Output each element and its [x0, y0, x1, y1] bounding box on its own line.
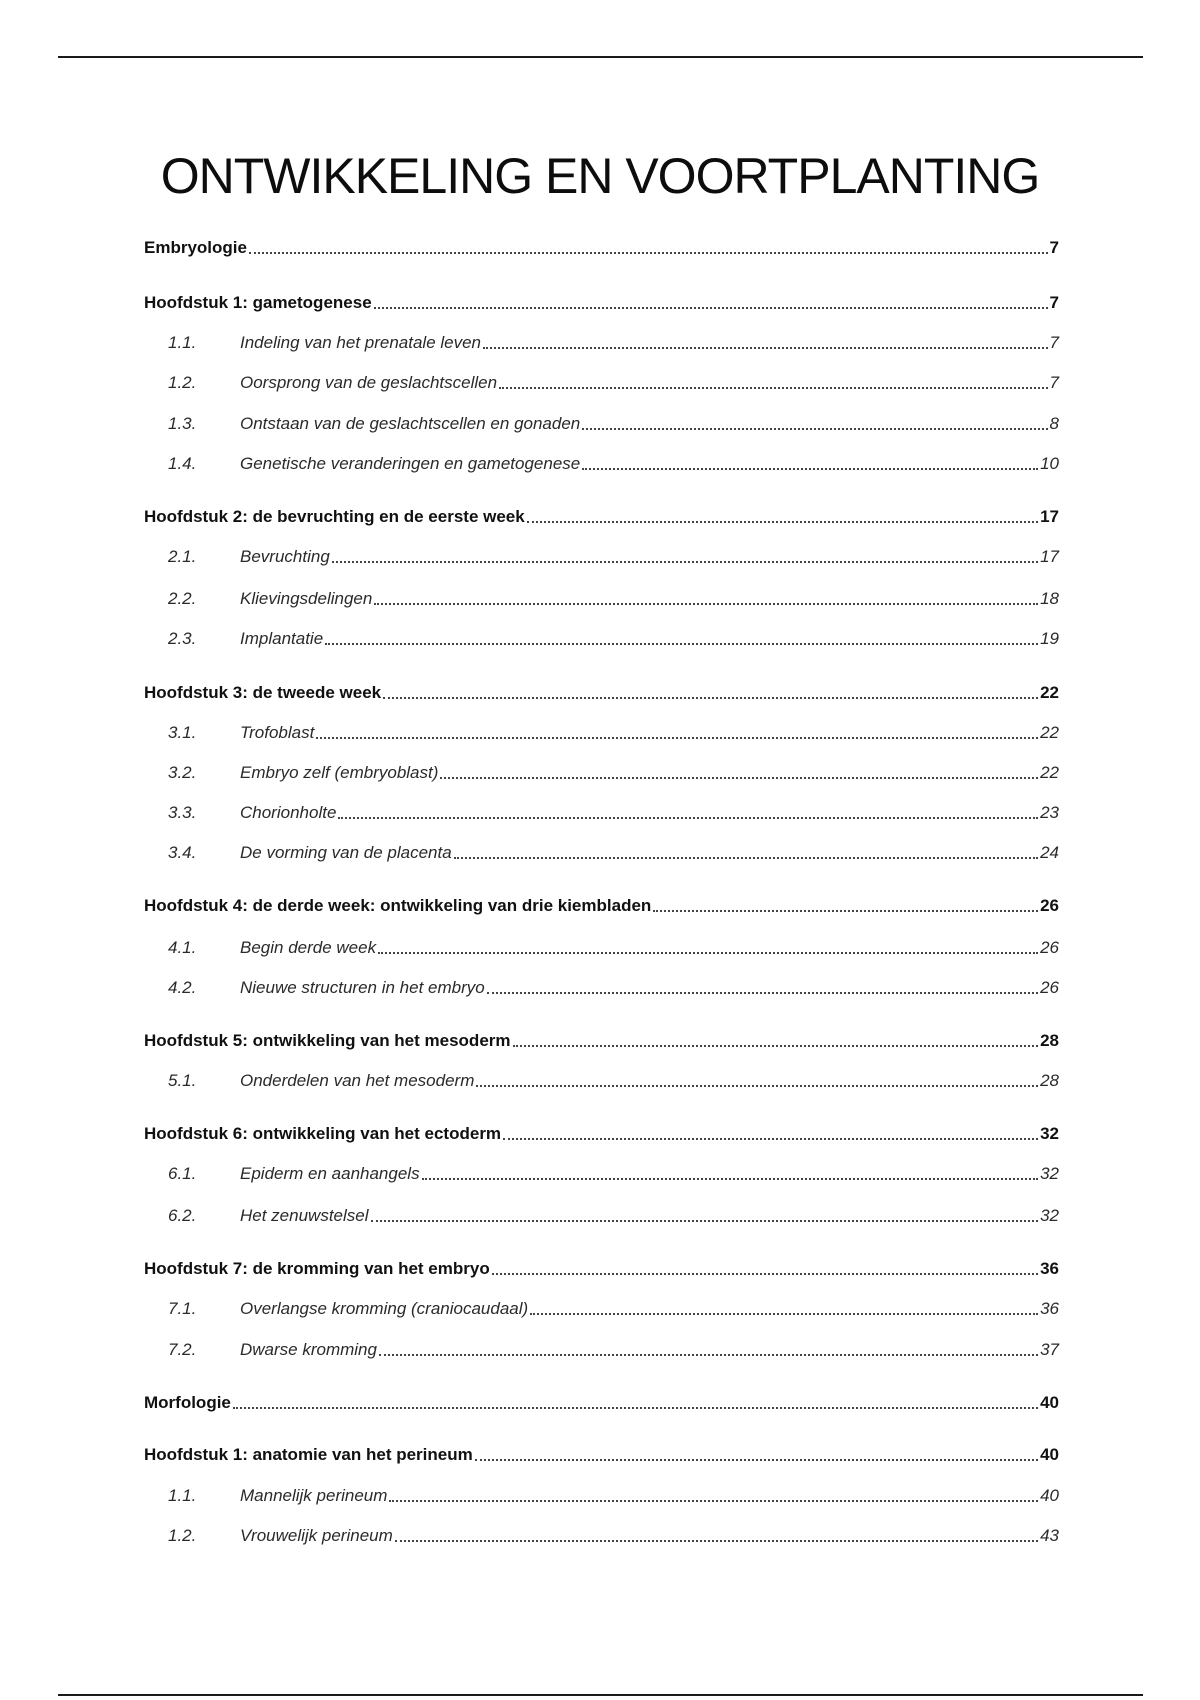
toc-entry[interactable] [144, 894, 1059, 918]
toc-entry-page: 37 [1040, 1340, 1059, 1359]
toc-subentry[interactable] [144, 1338, 1059, 1362]
toc-entry-page: 43 [1040, 1526, 1059, 1545]
toc-subentry[interactable] [144, 801, 1059, 825]
toc-subentry[interactable] [144, 452, 1059, 476]
document-title: ONTWIKKELING EN VOORTPLANTING [160, 148, 1040, 204]
toc-entry-number: 1.1. [168, 333, 197, 352]
toc-subentry[interactable] [144, 1524, 1059, 1548]
toc-entry-page: 36 [1040, 1259, 1059, 1278]
dot-leader [374, 307, 1048, 309]
dot-leader [325, 643, 1038, 645]
toc-entry-label: Onderdelen van het mesoderm [240, 1071, 475, 1090]
toc-entry-page: 36 [1040, 1299, 1059, 1318]
table-of-contents [144, 0, 1059, 1700]
toc-entry-page: 40 [1040, 1486, 1059, 1505]
toc-entry-label: Nieuwe structuren in het embryo [240, 978, 485, 997]
toc-entry-number: 4.2. [168, 978, 197, 997]
toc-entry-label: Epiderm en aanhangels [240, 1164, 420, 1183]
toc-entry-label: Overlangse kromming (craniocaudaal) [240, 1299, 529, 1318]
dot-leader [379, 1354, 1038, 1356]
toc-entry-page: 23 [1040, 803, 1059, 822]
toc-subentry[interactable] [144, 587, 1059, 611]
dot-leader [653, 910, 1038, 912]
dot-leader [378, 952, 1038, 954]
dot-leader [530, 1313, 1038, 1315]
toc-entry[interactable] [144, 1257, 1059, 1281]
toc-entry-label: Vrouwelijk perineum [240, 1526, 393, 1545]
toc-entry-label: Het zenuwstelsel [240, 1206, 369, 1225]
toc-entry-number: 6.2. [168, 1206, 197, 1225]
toc-entry[interactable] [144, 505, 1059, 529]
dot-leader [440, 777, 1038, 779]
toc-entry-label: Hoofdstuk 4: de derde week: ontwikkeling van drie kiembladen [144, 896, 652, 915]
dot-leader [395, 1540, 1038, 1542]
toc-entry-page: 32 [1040, 1164, 1059, 1183]
toc-entry-page: 26 [1040, 978, 1059, 997]
toc-entry[interactable] [144, 236, 1059, 260]
toc-entry-page: 26 [1040, 896, 1059, 915]
toc-entry-number: 1.3. [168, 414, 197, 433]
dot-leader [371, 1220, 1039, 1222]
toc-entry[interactable] [144, 1029, 1059, 1053]
dot-leader [487, 992, 1038, 994]
toc-entry-label: Oorsprong van de geslachtscellen [240, 373, 498, 392]
dot-leader [316, 737, 1038, 739]
footer-rule [58, 1694, 1143, 1696]
toc-entry-number: 3.2. [168, 763, 197, 782]
toc-entry-number: 1.1. [168, 1486, 197, 1505]
dot-leader [332, 561, 1038, 563]
toc-entry-page: 22 [1040, 683, 1059, 702]
toc-entry-number: 2.2. [168, 589, 197, 608]
toc-entry-number: 3.1. [168, 723, 197, 742]
toc-entry-number: 1.4. [168, 454, 197, 473]
toc-entry-label: Bevruchting [240, 547, 330, 566]
toc-entry-label: Mannelijk perineum [240, 1486, 388, 1505]
toc-entry-page: 40 [1040, 1445, 1059, 1464]
dot-leader [483, 347, 1048, 349]
toc-entry-label: Ontstaan van de geslachtscellen en gonaden [240, 414, 581, 433]
toc-entry-page: 28 [1040, 1071, 1059, 1090]
dot-leader [476, 1085, 1038, 1087]
toc-entry-page: 10 [1040, 454, 1059, 473]
dot-leader [249, 252, 1048, 254]
dot-leader [233, 1407, 1038, 1409]
toc-subentry[interactable] [144, 936, 1059, 960]
toc-entry-page: 8 [1049, 414, 1059, 433]
toc-entry-label: Hoofdstuk 1: gametogenese [144, 293, 372, 312]
toc-entry-page: 22 [1040, 723, 1059, 742]
toc-entry-number: 2.3. [168, 629, 197, 648]
toc-entry-label: Trofoblast [240, 723, 315, 742]
toc-entry-label: Hoofdstuk 3: de tweede week [144, 683, 382, 702]
toc-entry-page: 28 [1040, 1031, 1059, 1050]
toc-entry-number: 7.1. [168, 1299, 197, 1318]
toc-entry-number: 1.2. [168, 373, 197, 392]
toc-subentry[interactable] [144, 627, 1059, 651]
dot-leader [582, 468, 1038, 470]
toc-entry-number: 7.2. [168, 1340, 197, 1359]
toc-subentry[interactable] [144, 371, 1059, 395]
toc-subentry[interactable] [144, 412, 1059, 436]
toc-entry-number: 2.1. [168, 547, 197, 566]
toc-entry-label: De vorming van de placenta [240, 843, 452, 862]
toc-entry-page: 17 [1040, 547, 1059, 566]
toc-entry[interactable] [144, 291, 1059, 315]
toc-entry-label: Genetische veranderingen en gametogenese [240, 454, 581, 473]
toc-entry-label: Hoofdstuk 5: ontwikkeling van het mesoderm [144, 1031, 511, 1050]
toc-entry-page: 19 [1040, 629, 1059, 648]
dot-leader [492, 1273, 1038, 1275]
toc-subentry[interactable] [144, 1069, 1059, 1093]
toc-entry-page: 17 [1040, 507, 1059, 526]
dot-leader [383, 697, 1038, 699]
toc-subentry[interactable] [144, 721, 1059, 745]
toc-entry-number: 1.2. [168, 1526, 197, 1545]
toc-entry-page: 7 [1049, 238, 1059, 257]
toc-entry-number: 3.4. [168, 843, 197, 862]
toc-entry-page: 7 [1049, 373, 1059, 392]
dot-leader [338, 817, 1038, 819]
toc-entry-number: 5.1. [168, 1071, 197, 1090]
dot-leader [389, 1500, 1038, 1502]
dot-leader [582, 428, 1047, 430]
toc-entry-label: Embryologie [144, 238, 247, 257]
dot-leader [374, 603, 1038, 605]
toc-entry-page: 32 [1040, 1124, 1059, 1143]
toc-entry-page: 18 [1040, 589, 1059, 608]
dot-leader [503, 1138, 1038, 1140]
toc-entry-label: Indeling van het prenatale leven [240, 333, 482, 352]
toc-entry-page: 24 [1040, 843, 1059, 862]
toc-subentry[interactable] [144, 1162, 1059, 1186]
toc-subentry[interactable] [144, 1204, 1059, 1228]
toc-entry-label: Hoofdstuk 2: de bevruchting en de eerste week [144, 507, 525, 526]
toc-subentry[interactable] [144, 545, 1059, 569]
toc-entry-label: Klievingsdelingen [240, 589, 373, 608]
toc-entry-page: 22 [1040, 763, 1059, 782]
toc-entry-page: 26 [1040, 938, 1059, 957]
dot-leader [499, 387, 1047, 389]
dot-leader [475, 1459, 1038, 1461]
dot-leader [527, 521, 1038, 523]
toc-entry-label: Begin derde week [240, 938, 377, 957]
dot-leader [422, 1178, 1039, 1180]
toc-entry-number: 4.1. [168, 938, 197, 957]
toc-entry[interactable] [144, 681, 1059, 705]
toc-entry-label: Hoofdstuk 7: de kromming van het embryo [144, 1259, 490, 1278]
toc-entry-label: Implantatie [240, 629, 324, 648]
toc-entry-label: Dwarse kromming [240, 1340, 377, 1359]
toc-entry-label: Chorionholte [240, 803, 337, 822]
toc-entry-label: Hoofdstuk 6: ontwikkeling van het ectoderm [144, 1124, 502, 1143]
toc-entry-page: 32 [1040, 1206, 1059, 1225]
toc-subentry[interactable] [144, 1297, 1059, 1321]
toc-entry[interactable] [144, 1391, 1059, 1415]
toc-subentry[interactable] [144, 1484, 1059, 1508]
toc-entry[interactable] [144, 1122, 1059, 1146]
toc-subentry[interactable] [144, 976, 1059, 1000]
toc-subentry[interactable] [144, 331, 1059, 355]
toc-subentry[interactable] [144, 841, 1059, 865]
toc-entry-number: 3.3. [168, 803, 197, 822]
dot-leader [513, 1045, 1039, 1047]
toc-entry-label: Embryo zelf (embryoblast) [240, 763, 439, 782]
toc-subentry[interactable] [144, 761, 1059, 785]
toc-entry-page: 7 [1049, 333, 1059, 352]
toc-entry-page: 7 [1049, 293, 1059, 312]
dot-leader [454, 857, 1038, 859]
toc-entry-label: Morfologie [144, 1393, 231, 1412]
toc-entry-number: 6.1. [168, 1164, 197, 1183]
toc-entry[interactable] [144, 1443, 1059, 1467]
toc-entry-page: 40 [1040, 1393, 1059, 1412]
toc-entry-label: Hoofdstuk 1: anatomie van het perineum [144, 1445, 473, 1464]
